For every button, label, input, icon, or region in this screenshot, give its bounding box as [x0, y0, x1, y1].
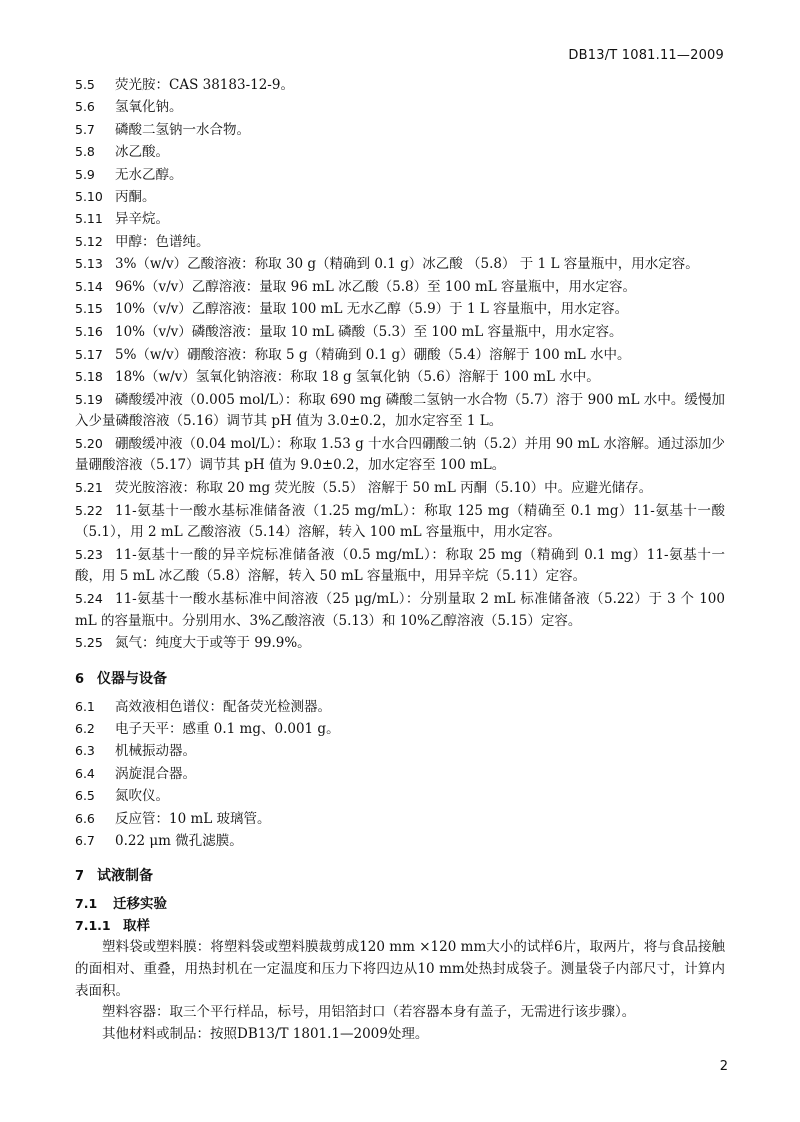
reagent-item — [75, 433, 725, 477]
reagent-item — [75, 276, 725, 299]
clause-text: 磷酸缓冲液（0.005 mol/L）：称取 690 mg 磷酸二氢钠一水合物（5.7）溶于 900 mL 水中。缓慢加入少量磷酸溶液（5.16）调节其 pH 值为 3.0±0.2，加水定容至 1 L。 — [75, 391, 725, 430]
section-number: 6 — [75, 671, 85, 687]
clause-text: 磷酸二氢钠一水合物。 — [115, 121, 250, 138]
clause-number: 5.7 — [75, 121, 95, 137]
clause-text: 荧光胺：CAS 38183-12-9。 — [115, 77, 294, 93]
clause-number: 5.14 — [75, 278, 103, 294]
reagent-item — [75, 74, 725, 96]
sampling-bag-paragraph: 塑料袋或塑料膜：将塑料袋或塑料膜裁剪成120 mm ×120 mm大小的试样6片，取两片，将与食品接触的面相对、重叠，用热封机在一定温度和压力下将四边从10 mm处热封成袋子。测量袋子内部尺寸，计算内表面积。 — [75, 939, 725, 999]
clause-number: 6.3 — [75, 743, 95, 759]
clause-text: 11-氨基十一酸的异辛烷标准储备液（0.5 mg/mL）：称取 25 mg（精确到 0.1 mg）11-氨基十一酸，用 5 mL 冰乙酸（5.8）溶解，转入 50 mL 容量瓶中，用异辛烷（5.11）定容。 — [75, 546, 725, 585]
clause-text: 10%（v/v）乙醇溶液：量取 100 mL 无水乙醇（5.9）于 1 L 容量瓶中，用水定容。 — [115, 301, 629, 318]
reagent-item — [75, 389, 725, 433]
clause-number: 5.24 — [75, 590, 103, 606]
clause-text: 11-氨基十一酸水基标准中间溶液（25 μg/mL）：分别量取 2 mL 标准储备液（5.22）于 3 个 100 mL 的容量瓶中。分别用水、3%乙酸溶液（5.13）和 10%乙醇溶液（5.15）定容。 — [75, 590, 725, 629]
clause-number: 5.18 — [75, 369, 103, 385]
section-title: 仪器与设备 — [97, 670, 167, 687]
clause-number: 5.8 — [75, 144, 95, 160]
reagent-list — [75, 74, 725, 655]
clause-text: 氢氧化钠。 — [115, 99, 183, 116]
clause-text: 氮气：纯度大于或等于 99.9%。 — [115, 635, 311, 652]
reagent-item — [75, 544, 725, 588]
section-7-heading — [75, 866, 725, 887]
clause-number: 5.12 — [75, 233, 103, 249]
subsection-7-1-heading — [75, 893, 725, 915]
clause-number: 5.15 — [75, 301, 103, 317]
reagent-item — [75, 231, 725, 253]
clause-number: 5.23 — [75, 546, 103, 562]
clause-number: 6.2 — [75, 720, 95, 736]
reagent-item — [75, 588, 725, 632]
clause-number: 5.9 — [75, 166, 95, 182]
clause-number: 6.5 — [75, 788, 95, 804]
clause-text: 甲醇：色谱纯。 — [115, 233, 210, 250]
reagent-item — [75, 96, 725, 118]
clause-text: 11-氨基十一酸水基标准储备液（1.25 mg/mL）：称取 125 mg（精确至 0.1 mg）11-氨基十一酸（5.1），用 2 mL 乙酸溶液（5.14）溶解，转入 100 mL 容量瓶中，用水定容。 — [75, 502, 725, 541]
clause-number: 5.19 — [75, 391, 103, 407]
clause-text: 0.22 μm 微孔滤膜。 — [115, 833, 243, 849]
page-content — [75, 74, 725, 1045]
clause-number: 5.17 — [75, 346, 103, 362]
reagent-item — [75, 119, 725, 141]
reagent-item — [75, 632, 725, 654]
reagent-item — [75, 141, 725, 163]
reagent-item — [75, 208, 725, 230]
clause-text: 涡旋混合器。 — [115, 765, 196, 782]
clause-number: 5.16 — [75, 324, 103, 340]
clause-number: 5.10 — [75, 189, 103, 205]
equipment-item — [75, 785, 725, 807]
subsection-title: 取样 — [123, 918, 150, 935]
subsection-7-1-1-heading — [75, 915, 725, 937]
section-number: 7 — [75, 869, 85, 885]
clause-text: 10%（v/v）磷酸溶液：量取 10 mL 磷酸（5.3）至 100 mL 容量瓶中，用水定容。 — [115, 324, 623, 341]
subsection-number: 7.1.1 — [75, 918, 111, 934]
reagent-item — [75, 298, 725, 321]
clause-text: 5%（w/v）硼酸溶液：称取 5 g（精确到 0.1 g）硼酸（5.4）溶解于 100 mL 水中。 — [115, 346, 631, 363]
clause-number: 5.5 — [75, 77, 95, 92]
clause-number: 6.4 — [75, 765, 95, 781]
page-number: 2 — [719, 1059, 728, 1074]
reagent-item — [75, 500, 725, 544]
reagent-item — [75, 164, 725, 186]
clause-text: 96%（v/v）乙醇溶液：量取 96 mL 冰乙酸（5.8）至 100 mL 容量瓶中，用水定容。 — [115, 278, 637, 295]
reagent-item — [75, 321, 725, 344]
clause-number: 5.6 — [75, 99, 95, 115]
clause-text: 丙酮。 — [115, 189, 156, 206]
equipment-item — [75, 718, 725, 740]
document-code: DB13/T 1081.11—2009 — [568, 48, 724, 63]
clause-text: 硼酸缓冲液（0.04 mol/L）：称取 1.53 g 十水合四硼酸二钠（5.2）并用 90 mL 水溶解。通过添加少量硼酸溶液（5.17）调节其 pH 值为 9.0±0.2，加水定容至 100 mL。 — [75, 435, 725, 474]
reagent-item — [75, 477, 725, 500]
reagent-item — [75, 366, 725, 388]
clause-number: 5.20 — [75, 435, 103, 451]
equipment-item — [75, 808, 725, 830]
clause-number: 6.7 — [75, 833, 95, 848]
clause-number: 6.1 — [75, 698, 95, 714]
section-title: 试液制备 — [97, 868, 153, 885]
sampling-other-paragraph: 其他材料或制品：按照DB13/T 1801.1—2009处理。 — [102, 1025, 429, 1042]
clause-text: 高效液相色谱仪：配备荧光检测器。 — [115, 698, 331, 715]
clause-text: 机械振动器。 — [115, 743, 196, 760]
subsection-title: 迁移实验 — [113, 896, 167, 913]
clause-number: 5.22 — [75, 502, 103, 518]
equipment-item — [75, 763, 725, 785]
reagent-item — [75, 344, 725, 367]
reagent-item — [75, 186, 725, 208]
clause-text: 异辛烷。 — [115, 211, 169, 228]
equipment-item — [75, 740, 725, 762]
clause-text: 荧光胺溶液：称取 20 mg 荧光胺（5.5） 溶解于 50 mL 丙酮（5.10）中。应避光储存。 — [115, 480, 653, 496]
equipment-item — [75, 696, 725, 718]
sampling-container-paragraph: 塑料容器：取三个平行样品，标号，用铝箔封口（若容器本身有盖子，无需进行该步骤）。 — [102, 1004, 636, 1021]
clause-text: 反应管：10 mL 玻璃管。 — [115, 810, 271, 827]
clause-number: 5.25 — [75, 635, 103, 651]
equipment-list — [75, 696, 725, 853]
clause-text: 无水乙醇。 — [115, 166, 183, 183]
reagent-item — [75, 253, 725, 276]
subsection-number: 7.1 — [75, 896, 98, 912]
clause-text: 氮吹仪。 — [115, 788, 169, 805]
clause-number: 5.13 — [75, 256, 103, 272]
section-6-heading — [75, 669, 725, 690]
clause-text: 3%（w/v）乙酸溶液：称取 30 g（精确到 0.1 g）冰乙酸 （5.8） 于 1 L 容量瓶中，用水定容。 — [115, 256, 699, 273]
clause-text: 电子天平：感重 0.1 mg、0.001 g。 — [115, 720, 340, 737]
clause-number: 5.11 — [75, 211, 103, 227]
equipment-item — [75, 830, 725, 852]
clause-number: 5.21 — [75, 480, 103, 495]
clause-number: 6.6 — [75, 810, 95, 826]
clause-text: 冰乙酸。 — [115, 144, 169, 161]
clause-text: 18%（w/v）氢氧化钠溶液：称取 18 g 氢氧化钠（5.6）溶解于 100 mL 水中。 — [115, 369, 600, 386]
